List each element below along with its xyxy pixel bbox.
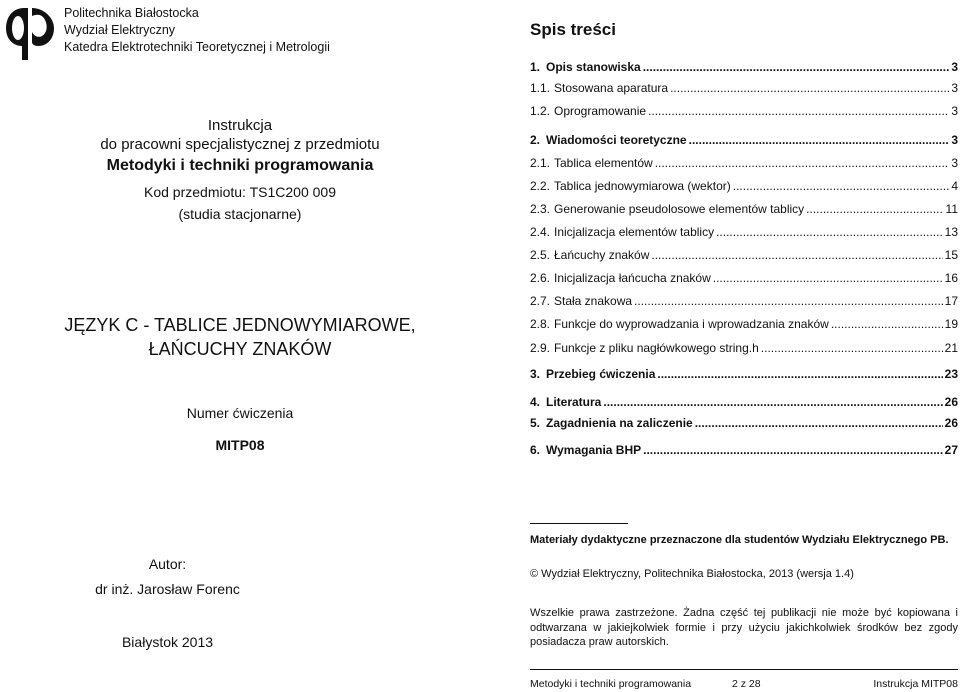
toc-leader-dots (733, 179, 950, 193)
toc-entry-page: 15 (944, 248, 958, 262)
toc-leader-dots (761, 341, 943, 355)
toc-entry[interactable] (530, 156, 958, 172)
toc-entry-number: 6. (530, 443, 541, 457)
toc-entry[interactable] (530, 179, 958, 195)
toc-entry-number: 1.1. (530, 81, 551, 95)
toc-leader-dots (655, 156, 950, 170)
toc-leader-dots (648, 104, 949, 118)
toc-entry-page: 19 (944, 317, 958, 331)
toc-entry[interactable] (530, 271, 958, 287)
toc-entry-label: Generowanie pseudolosowe elementów tablicy (554, 202, 805, 216)
materials-note: Materiały dydaktyczne przeznaczone dla studentów Wydziału Elektrycznego PB. (530, 534, 949, 546)
toc-entry-label: Oprogramowanie (554, 104, 647, 118)
toc-entry[interactable] (530, 60, 958, 76)
toc-entry[interactable] (530, 248, 958, 264)
toc-entry-label: Tablica jednowymiarowa (wektor) (554, 179, 731, 193)
university-logo (4, 4, 56, 60)
toc-entry-number: 2.4. (530, 225, 551, 239)
toc-entry-number: 2.8. (530, 317, 551, 331)
footer-instruction: Instrukcja MITP08 (873, 678, 958, 690)
toc-entry-page: 3 (951, 60, 958, 74)
toc-entry-page: 21 (944, 341, 958, 355)
toc-entry[interactable] (530, 294, 958, 310)
toc-entry-label: Inicjalizacja elementów tablicy (554, 225, 715, 239)
lab-description: do pracowni specjalistycznej z przedmiotu (100, 136, 380, 153)
toc-entry-label: Literatura (546, 395, 602, 409)
toc-entry[interactable] (530, 416, 958, 432)
toc-entry-number: 2. (530, 133, 541, 147)
toc-entry-number: 2.5. (530, 248, 551, 262)
toc-entry-page: 23 (944, 367, 958, 381)
footer-subject: Metodyki i techniki programowania (530, 678, 692, 690)
toc-entry-label: Funkcje do wyprowadzania i wprowadzania znaków (554, 317, 829, 331)
toc-leader-dots (603, 395, 942, 409)
toc-entry-page: 16 (944, 271, 958, 285)
toc-leader-dots (806, 202, 943, 216)
toc-leader-dots (713, 271, 943, 285)
toc-title: Spis treści (530, 20, 616, 39)
toc-entry-page: 13 (944, 225, 958, 239)
toc-leader-dots (634, 294, 943, 308)
instruction-label: Instrukcja (207, 117, 273, 134)
toc-entry-page: 4 (951, 179, 958, 193)
toc-entry-page: 26 (944, 416, 958, 430)
toc-entry-page: 3 (951, 81, 958, 95)
toc-entry-label: Tablica elementów (554, 156, 653, 170)
toc-entry-number: 1.2. (530, 104, 551, 118)
toc-entry-page: 26 (944, 395, 958, 409)
toc-entry-number: 4. (530, 395, 541, 409)
toc-leader-dots (643, 443, 943, 457)
toc-entry-label: Stosowana aparatura (554, 81, 669, 95)
toc-entry-number: 5. (530, 416, 541, 430)
toc-entry-page: 17 (944, 294, 958, 308)
toc-leader-dots (651, 248, 942, 262)
toc-entry[interactable] (530, 133, 958, 149)
toc-entry[interactable] (530, 202, 958, 218)
toc-entry-number: 2.9. (530, 341, 551, 355)
author-label: Autor: (148, 556, 187, 572)
toc-entry-label: Funkcje z pliku nagłówkowego string.h (554, 341, 759, 355)
toc-entry-number: 2.7. (530, 294, 551, 308)
university-name: Politechnika Białostocka (64, 6, 199, 20)
toc-entry-number: 2.1. (530, 156, 551, 170)
toc-leader-dots (831, 317, 943, 331)
toc-entry-label: Opis stanowiska (546, 60, 641, 74)
document-topic (0, 313, 480, 361)
toc-leader-dots (643, 60, 950, 74)
toc-entry-number: 1. (530, 60, 541, 74)
rights-note: Wszelkie prawa zastrzeżone. Żadna część tej publikacji nie może być kopiowana i odtwarzana w jakiejkolwiek formie i przy użyciu jakichkolwiek środków bez zgody posiadacza praw autorskich. (530, 607, 958, 648)
toc-entry-number: 3. (530, 367, 541, 381)
subject-name: Metodyki i techniki programowania (106, 157, 374, 174)
toc-entry[interactable] (530, 104, 958, 120)
subject-code: Kod przedmiotu: TS1C200 009 (144, 184, 336, 200)
institution-header (64, 5, 330, 56)
toc-entry[interactable] (530, 341, 958, 357)
author-name: dr inż. Jarosław Forenc (95, 581, 240, 597)
toc-leader-dots (689, 133, 950, 147)
toc-entry[interactable] (530, 225, 958, 241)
toc-entry[interactable] (530, 317, 958, 333)
toc-entry-page: 3 (951, 133, 958, 147)
topic-line-2: ŁAŃCUCHY ZNAKÓW (148, 339, 332, 359)
study-mode: (studia stacjonarne) (178, 206, 302, 222)
exercise-code: MITP08 (215, 437, 265, 453)
toc-entry[interactable] (530, 443, 958, 459)
toc-leader-dots (716, 225, 943, 239)
toc-entry-number: 2.6. (530, 271, 551, 285)
toc-entry[interactable] (530, 395, 958, 411)
city-year: Białystok 2013 (121, 634, 214, 650)
toc-entry-label: Przebieg ćwiczenia (546, 367, 656, 381)
toc-entry-page: 3 (951, 156, 958, 170)
page-number: 2 z 28 (732, 678, 761, 690)
toc-entry-label: Łańcuchy znaków (554, 248, 650, 262)
toc-leader-dots (657, 367, 942, 381)
toc-entry-page: 3 (951, 104, 958, 118)
exercise-label: Numer ćwiczenia (186, 405, 294, 421)
toc-entry-label: Wymagania BHP (546, 443, 642, 457)
faculty-name: Wydział Elektryczny (64, 23, 176, 37)
toc-entry-page: 27 (944, 443, 958, 457)
footnote-divider (530, 523, 628, 524)
topic-line-1: JĘZYK C - TABLICE JEDNOWYMIAROWE, (64, 315, 416, 335)
footer-divider (530, 669, 958, 670)
toc-entry-number: 2.2. (530, 179, 551, 193)
toc-entry-label: Stała znakowa (554, 294, 633, 308)
toc-leader-dots (670, 81, 949, 95)
toc-entry-page: 11 (945, 202, 958, 216)
toc-entry-label: Inicjalizacja łańcucha znaków (554, 271, 711, 285)
toc-entry-label: Wiadomości teoretyczne (546, 133, 687, 147)
copyright-note: © Wydział Elektryczny, Politechnika Białostocka, 2013 (wersja 1.4) (530, 568, 854, 580)
toc-entry-label: Zagadnienia na zaliczenie (546, 416, 693, 430)
toc-entry[interactable] (530, 367, 958, 383)
toc-leader-dots (695, 416, 943, 430)
toc-entry-number: 2.3. (530, 202, 551, 216)
toc-entry[interactable] (530, 81, 958, 97)
department-name: Katedra Elektrotechniki Teoretycznej i Metrologii (64, 40, 330, 54)
